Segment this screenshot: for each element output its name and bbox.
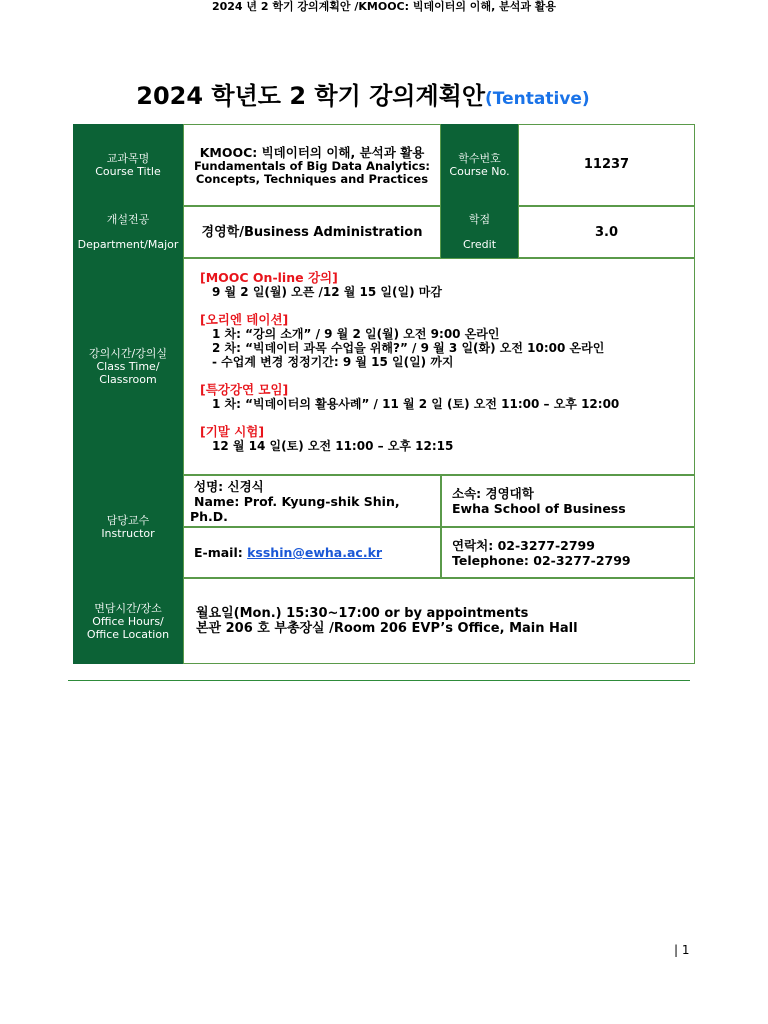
course-title-value [183, 124, 441, 206]
orientation-1: 1 차: “강의 소개” / 9 월 2 일(월) 오전 9:00 온라인 [212, 327, 500, 341]
title-tentative: (Tentative) [485, 89, 590, 109]
course-title-label: 교과목명 Course Title [73, 124, 183, 206]
instructor-name: 성명: 신경식 Name: Prof. Kyung-shik Shin, Ph.D. [183, 475, 441, 527]
title-main: 2024 학년도 2 학기 강의계획안 [136, 82, 486, 110]
running-header: 2024 년 2 학기 강의계획안 /KMOOC: 빅데이터의 이해, 분석과 활용 [211, 0, 557, 13]
bottom-divider [68, 680, 690, 681]
course-number-label: 학수번호 Course No. [441, 124, 518, 206]
office-hours-value [183, 578, 695, 664]
instructor-label: 담당교수 Instructor [73, 475, 183, 578]
orientation-heading: [오리엔 테이션] [200, 312, 289, 327]
mooc-heading: [MOOC On-line 강의] [200, 270, 338, 285]
page-title [0, 80, 726, 115]
instructor-affiliation: 소속: 경영대학 Ewha School of Business [441, 475, 695, 527]
exam-1: 12 월 14 일(토) 오전 11:00 – 오후 12:15 [212, 439, 454, 453]
course-title-ko: KMOOC: 빅데이터의 이해, 분석과 활용 [199, 144, 425, 160]
page-number: | 1 [674, 943, 690, 957]
course-title-en-2: Concepts, Techniques and Practices [195, 171, 429, 186]
workshop-1: 1 차: “빅데이터의 활용사례” / 11 월 2 일 (토) 오전 11:00 – 오후 12:00 [212, 397, 620, 411]
instructor-email [183, 527, 441, 578]
orientation-3: - 수업계 변경 정정기간: 9 월 15 일(일) 까지 [212, 355, 454, 369]
class-time-label: 강의시간/강의실 Class Time/ Classroom [73, 258, 183, 475]
credit-label: 학점 Credit [441, 206, 518, 258]
office-hours: 월요일(Mon.) 15:30~17:00 or by appointments [196, 606, 529, 621]
class-time-value [183, 258, 695, 475]
credit-value: 3.0 [518, 206, 695, 258]
orientation-2: 2 차: “빅데이터 과목 수업을 위해?” / 9 월 3 일(화) 오전 10:00 온라인 [212, 341, 605, 355]
course-title-en-1: Fundamentals of Big Data Analytics: [193, 158, 431, 173]
office-hours-label: 면담시간/장소 Office Hours/ Office Location [73, 578, 183, 664]
mooc-period: 9 월 2 일(월) 오픈 /12 월 15 일(일) 마감 [212, 285, 442, 299]
department-value: 경영학/Business Administration [183, 206, 441, 258]
office-location: 본관 206 호 부총장실 /Room 206 EVP’s Office, Main Hall [196, 621, 578, 636]
course-number-value: 11237 [518, 124, 695, 206]
workshop-heading: [특강강연 모임] [200, 382, 289, 397]
exam-heading: [기말 시험] [200, 424, 265, 439]
email-label: E-mail: [194, 545, 248, 560]
email-link[interactable]: ksshin@ewha.ac.kr [247, 545, 383, 560]
syllabus-table [73, 124, 695, 664]
department-label: 개설전공 Department/Major [73, 206, 183, 258]
instructor-phone: 연락처: 02-3277-2799 Telephone: 02-3277-2799 [441, 527, 695, 578]
